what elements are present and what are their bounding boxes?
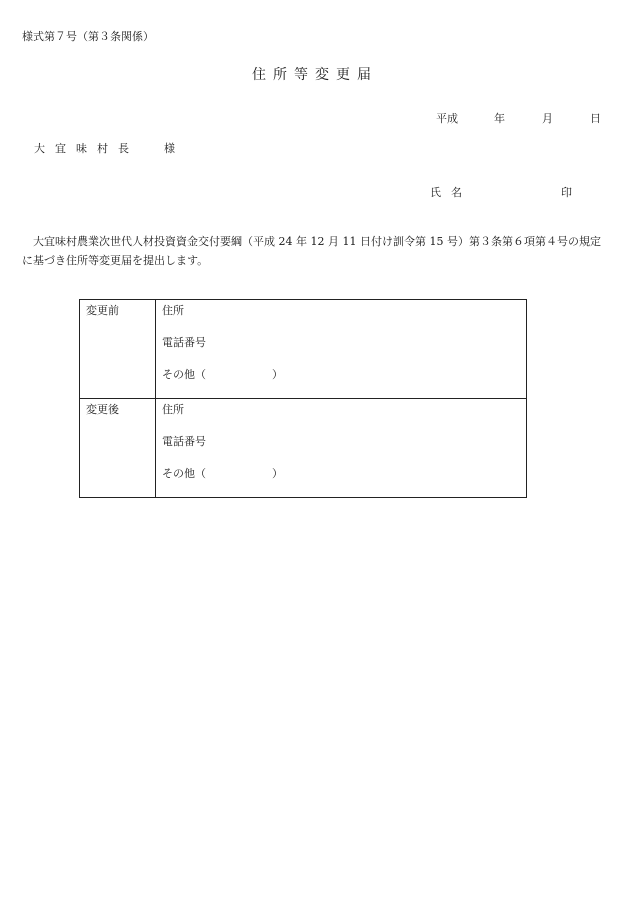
other-label-before: その他 bbox=[162, 368, 195, 381]
change-table bbox=[79, 299, 527, 498]
date-month-label: 月 bbox=[542, 112, 553, 125]
other-line-before bbox=[162, 366, 526, 398]
document-title: 住所等変更届 bbox=[252, 67, 378, 83]
seal-label: 印 bbox=[561, 186, 572, 199]
paren-open-after: （ bbox=[195, 467, 206, 480]
recipient-name: 大宜味村長 bbox=[34, 142, 139, 155]
table-row-after bbox=[80, 399, 527, 498]
other-label-after: その他 bbox=[162, 467, 195, 480]
other-line-after bbox=[162, 465, 526, 497]
applicant-name-label: 氏名 bbox=[430, 186, 472, 199]
paren-open-before: （ bbox=[195, 368, 206, 381]
phone-label-before: 電話番号 bbox=[162, 336, 206, 349]
date-day-label: 日 bbox=[590, 112, 601, 125]
address-label-before: 住所 bbox=[162, 304, 184, 317]
table-row-before bbox=[80, 300, 527, 399]
body-paragraph: 大宜味村農業次世代人材投資資金交付要綱（平成 24 年 12 月 11 日付け訓令第 15 号）第３条第６項第４号の規定に基づき住所等変更届を提出します。 bbox=[22, 235, 601, 267]
paren-close-after: ） bbox=[272, 467, 283, 480]
date-era-label: 平成 bbox=[436, 112, 458, 125]
address-label-after: 住所 bbox=[162, 403, 184, 416]
paren-close-before: ） bbox=[272, 368, 283, 381]
row-label-before: 変更前 bbox=[80, 300, 156, 399]
phone-label-after: 電話番号 bbox=[162, 435, 206, 448]
fields-after bbox=[156, 399, 527, 498]
date-year-label: 年 bbox=[494, 112, 505, 125]
fields-before bbox=[156, 300, 527, 399]
form-number: 様式第７号（第３条関係） bbox=[22, 30, 154, 43]
recipient-honorific: 様 bbox=[164, 142, 175, 155]
row-label-after: 変更後 bbox=[80, 399, 156, 498]
